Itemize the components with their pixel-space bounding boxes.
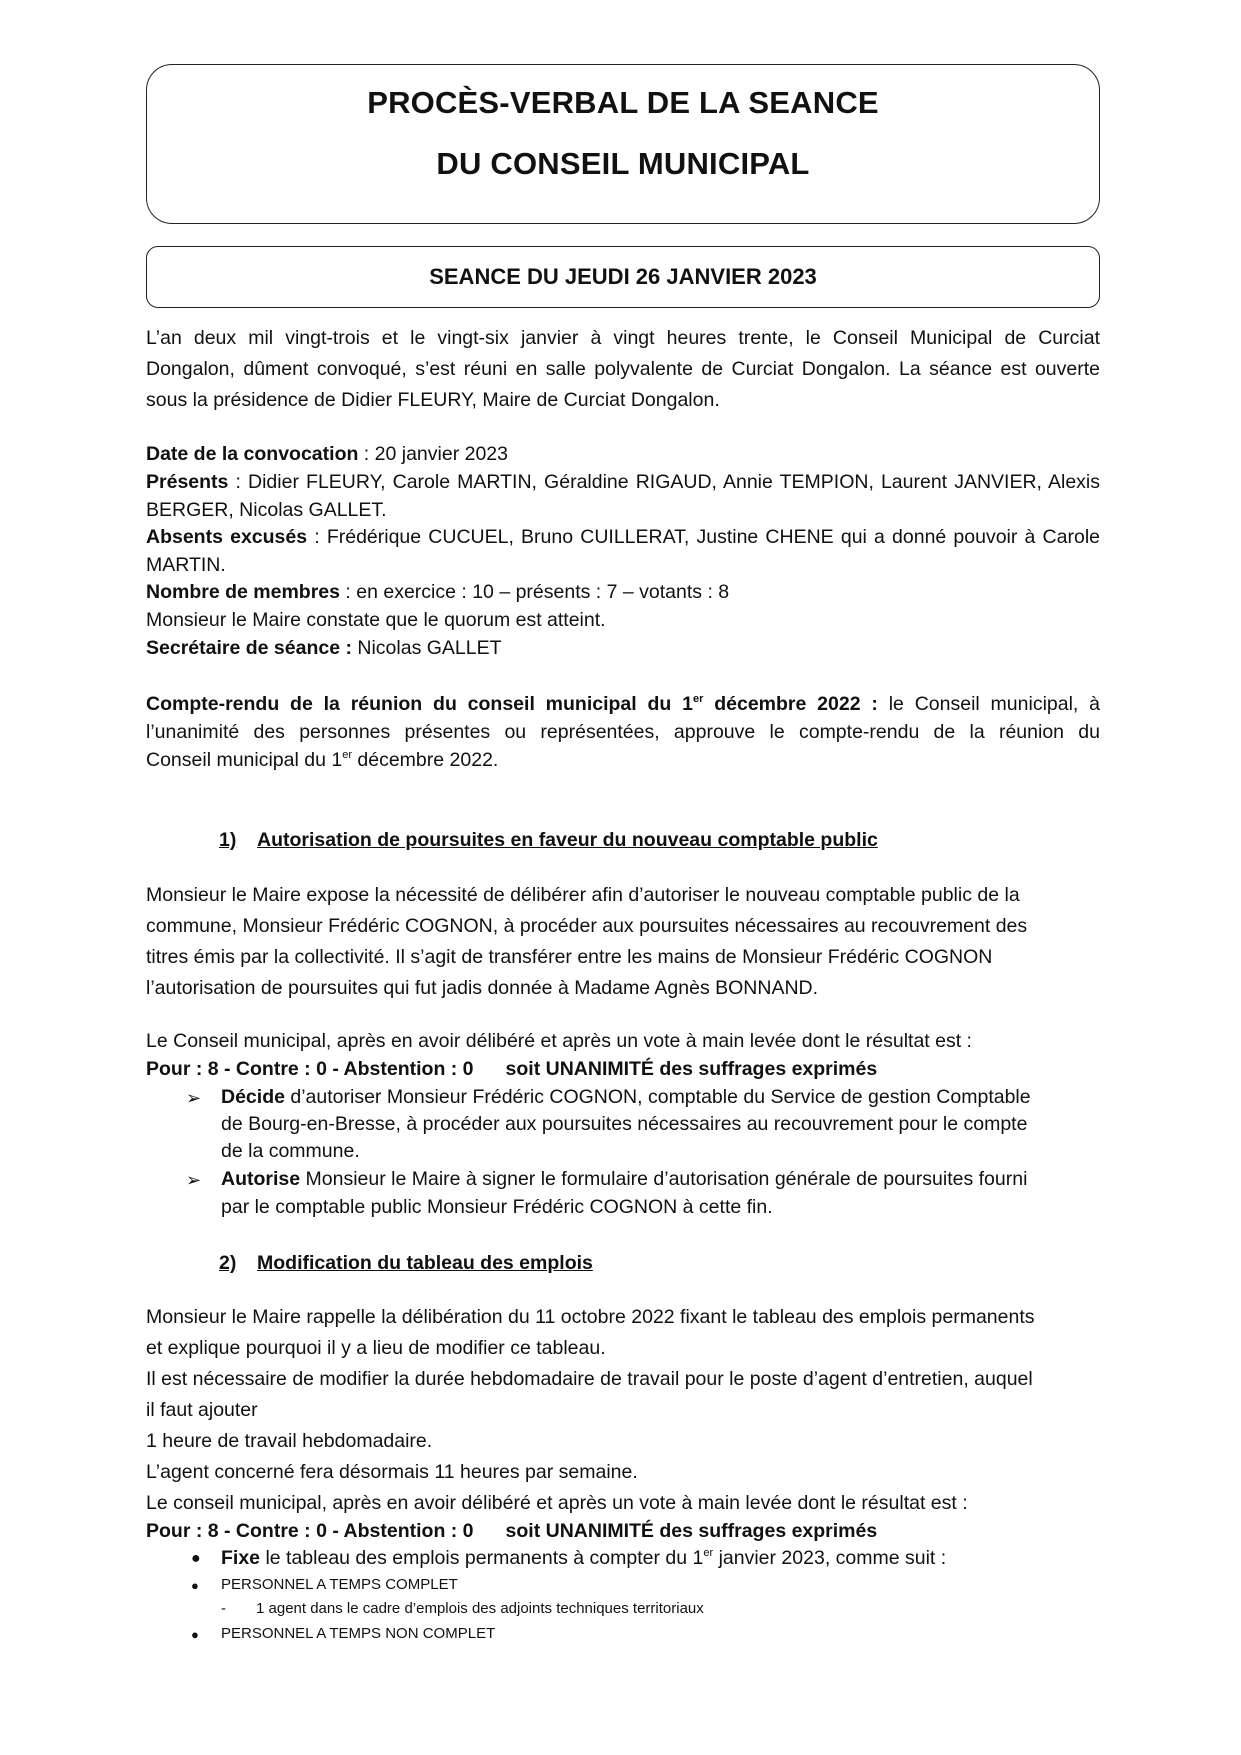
section-2-p6: L’agent concerné fera désormais 11 heures par semaine. [146,1461,638,1483]
presents-row [146,471,1100,494]
compte-rendu-line-2: l’unanimité des personnes présentes ou représentées, approuve le compte-rendu de la réunion du [146,721,1100,743]
compte-rendu-sup: er [693,693,704,705]
bullet-icon: ● [191,1627,199,1642]
compte-rendu-line-3-sup: er [342,749,352,761]
section-1-vote-result: Pour : 8 - Contre : 0 - Abstention : 0 [146,1058,474,1080]
section-1-number: 1) [219,829,237,851]
section-1-p1: Monsieur le Maire expose la nécessité de délibérer afin d’autoriser le nouveau comptable public de la [146,884,1020,906]
compte-rendu-line-3 [146,749,1100,772]
compte-rendu-label [146,693,878,715]
dash-icon: - [221,1600,226,1617]
fixe-text-a: le tableau des emplois permanents à compter du 1 [260,1547,704,1569]
section-1-p3: titres émis par la collectivité. Il s’agit de transférer entre les mains de Monsieur Frédéric COGNON [146,946,993,968]
section-2-heading [219,1252,593,1275]
absents-line-2: MARTIN. [146,554,226,576]
section-1-bullet-2-line-2: par le comptable public Monsieur Frédéric COGNON à cette fin. [221,1196,773,1218]
section-1-bullet-1-line-2: de Bourg-en-Bresse, à procéder aux poursuites nécessaires au recouvrement pour le compte [221,1113,1028,1135]
section-2-vote-soit: soit UNANIMITÉ des suffrages exprimés [505,1520,878,1542]
decide-label: Décide [221,1086,285,1108]
absents-row [146,526,1100,549]
presents-label: Présents [146,471,229,493]
item-temps-non-complet: PERSONNEL A TEMPS NON COMPLET [221,1625,496,1642]
compte-rendu-text: le Conseil municipal, à [877,693,1101,715]
item-temps-complet: PERSONNEL A TEMPS COMPLET [221,1576,458,1593]
compte-rendu-label-b: décembre 2022 : [703,693,878,715]
section-1-bullet-1-line-3: de la commune. [221,1140,360,1162]
absents-line-1: : Frédérique CUCUEL, Bruno CUILLERAT, Justine CHENE qui a donné pouvoir à Carole [307,526,1100,548]
fixe-text-b: janvier 2023, comme suit : [713,1547,947,1569]
secretaire-label: Secrétaire de séance : [146,637,352,659]
section-1-p2: commune, Monsieur Frédéric COGNON, à procéder aux poursuites nécessaires au recouvrement des [146,915,1028,937]
section-1-vote-row [146,1058,1100,1081]
section-2-vote-result: Pour : 8 - Contre : 0 - Abstention : 0 [146,1520,474,1542]
section-1-heading [219,829,878,852]
convocation-row [146,443,1100,466]
fixe-label: Fixe [221,1547,261,1569]
intro-line-1: L’an deux mil vingt-trois et le vingt-six janvier à vingt heures trente, le Conseil Municipal de Curciat [146,327,1100,349]
title-box [146,64,1100,224]
presents-line-2: BERGER, Nicolas GALLET. [146,499,387,521]
title-line-1: PROCÈS-VERBAL DE LA SEANCE [367,85,879,120]
intro-line-3: sous la présidence de Didier FLEURY, Maire de Curciat Dongalon. [146,389,720,411]
autorise-text: Monsieur le Maire à signer le formulaire d’autorisation générale de poursuites fourni [300,1168,1028,1190]
bullet-icon: ● [191,1550,201,1567]
bullet-icon: ● [191,1578,199,1593]
arrow-icon: ➢ [186,1170,202,1190]
secretaire-row [146,637,1100,660]
compte-rendu-line-1 [146,693,1100,716]
compte-rendu-line-3-b: décembre 2022. [351,749,499,771]
section-2-vote-intro: Le conseil municipal, après en avoir délibéré et après un vote à main levée dont le résultat est : [146,1492,968,1514]
section-2-number: 2) [219,1252,237,1274]
membres-label: Nombre de membres [146,581,340,603]
fixe-row [221,1547,1081,1570]
fixe-sup: er [703,1547,714,1559]
intro-line-2: Dongalon, dûment convoqué, s’est réuni en salle polyvalente de Curciat Dongalon. La séance est ouverte [146,358,1100,380]
section-2-p3: Il est nécessaire de modifier la durée hebdomadaire de travail pour le poste d’agent d’entretien, auquel [146,1368,1033,1390]
quorum-line: Monsieur le Maire constate que le quorum est atteint. [146,609,606,631]
section-2-p5: 1 heure de travail hebdomadaire. [146,1430,433,1452]
title-line-2: DU CONSEIL MUNICIPAL [436,146,810,181]
section-1-title: Autorisation de poursuites en faveur du nouveau comptable public [257,829,878,851]
item-temps-complet-sub: 1 agent dans le cadre d’emplois des adjoints techniques territoriaux [256,1600,704,1617]
section-2-vote-row [146,1520,1100,1543]
membres-value: : en exercice : 10 – présents : 7 – votants : 8 [339,581,730,603]
arrow-icon: ➢ [186,1088,202,1108]
autorise-label: Autorise [221,1168,301,1190]
section-1-bullet-2-line-1 [221,1168,1091,1191]
section-1-bullet-1-line-1 [221,1086,1081,1109]
section-1-p4: l’autorisation de poursuites qui fut jadis donnée à Madame Agnès BONNAND. [146,977,819,999]
section-2-p1: Monsieur le Maire rappelle la délibération du 11 octobre 2022 fixant le tableau des emplois permanents [146,1306,1035,1328]
secretaire-value: Nicolas GALLET [351,637,502,659]
section-1-vote-intro: Le Conseil municipal, après en avoir délibéré et après un vote à main levée dont le résultat est : [146,1030,972,1052]
section-1-vote-soit: soit UNANIMITÉ des suffrages exprimés [505,1058,878,1080]
seance-date-box: SEANCE DU JEUDI 26 JANVIER 2023 [146,246,1100,308]
section-2-p2: et explique pourquoi il y a lieu de modifier ce tableau. [146,1337,606,1359]
section-2-title: Modification du tableau des emplois [257,1252,593,1274]
presents-line-1: : Didier FLEURY, Carole MARTIN, Géraldine RIGAUD, Annie TEMPION, Laurent JANVIER, Alexis [228,471,1100,493]
compte-rendu-label-a: Compte-rendu de la réunion du conseil municipal du 1 [146,693,694,715]
convocation-value: : 20 janvier 2023 [358,443,508,465]
section-2-p4: il faut ajouter [146,1399,258,1421]
convocation-label: Date de la convocation [146,443,359,465]
compte-rendu-line-3-a: Conseil municipal du 1 [146,749,343,771]
absents-label: Absents excusés [146,526,308,548]
decide-text: d’autoriser Monsieur Frédéric COGNON, comptable du Service de gestion Comptable [284,1086,1031,1108]
membres-row [146,581,1100,604]
